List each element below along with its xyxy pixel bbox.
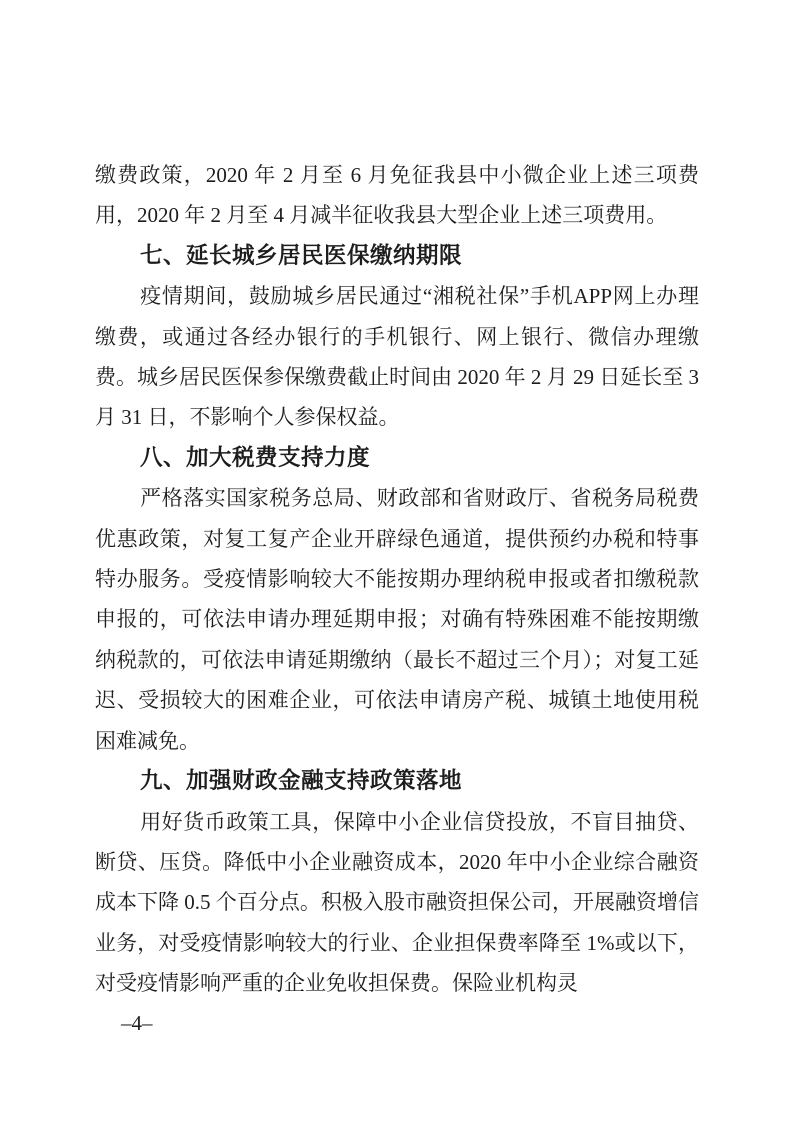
section-heading-9: 九、加强财政金融支持政策落地 (140, 768, 463, 794)
section-heading-8: 八、加大税费支持力度 (140, 444, 371, 470)
section-heading-7: 七、延长城乡居民医保缴纳期限 (140, 242, 463, 268)
paragraph-continuation: 缴费政策，2020 年 2 月至 6 月免征我县中小微企业上述三项费用，2020 年 2 月至 4 月减半征收我县大型企业上述三项费用。 (95, 163, 699, 228)
page-number: –4– (121, 1011, 153, 1035)
paragraph-section-9: 用好货币政策工具，保障中小企业信贷投放，不盲目抽贷、断贷、压贷。降低中小企业融资成本，2020 年中小企业综合融资成本下降 0.5 个百分点。积极入股市融资担保公司，开展融资增信业务，对受疫情影响较大的行业、企业担保费率降至 1%或以下，对受疫情影响严重的企业免收担保费。保险业机构灵 (95, 809, 699, 996)
paragraph-section-8: 严格落实国家税务总局、财政部和省财政厅、省税务局税费优惠政策，对复工复产企业开辟绿色通道，提供预约办税和特事特办服务。受疫情影响较大不能按期办理纳税申报或者扣缴税款申报的，可依法申请办理延期申报；对确有特殊困难不能按期缴纳税款的，可依法申请延期缴纳（最长不超过三个月）；对复工延迟、受损较大的困难企业，可依法申请房产税、城镇土地使用税困难减免。 (95, 486, 699, 753)
document-body (95, 155, 699, 1004)
paragraph-section-7: 疫情期间，鼓励城乡居民通过“湘税社保”手机APP网上办理缴费，或通过各经办银行的手机银行、网上银行、微信办理缴费。城乡居民医保参保缴费截止时间由 2020 年 2 月 29 日延长至 3 月 31 日，不影响个人参保权益。 (95, 284, 699, 430)
